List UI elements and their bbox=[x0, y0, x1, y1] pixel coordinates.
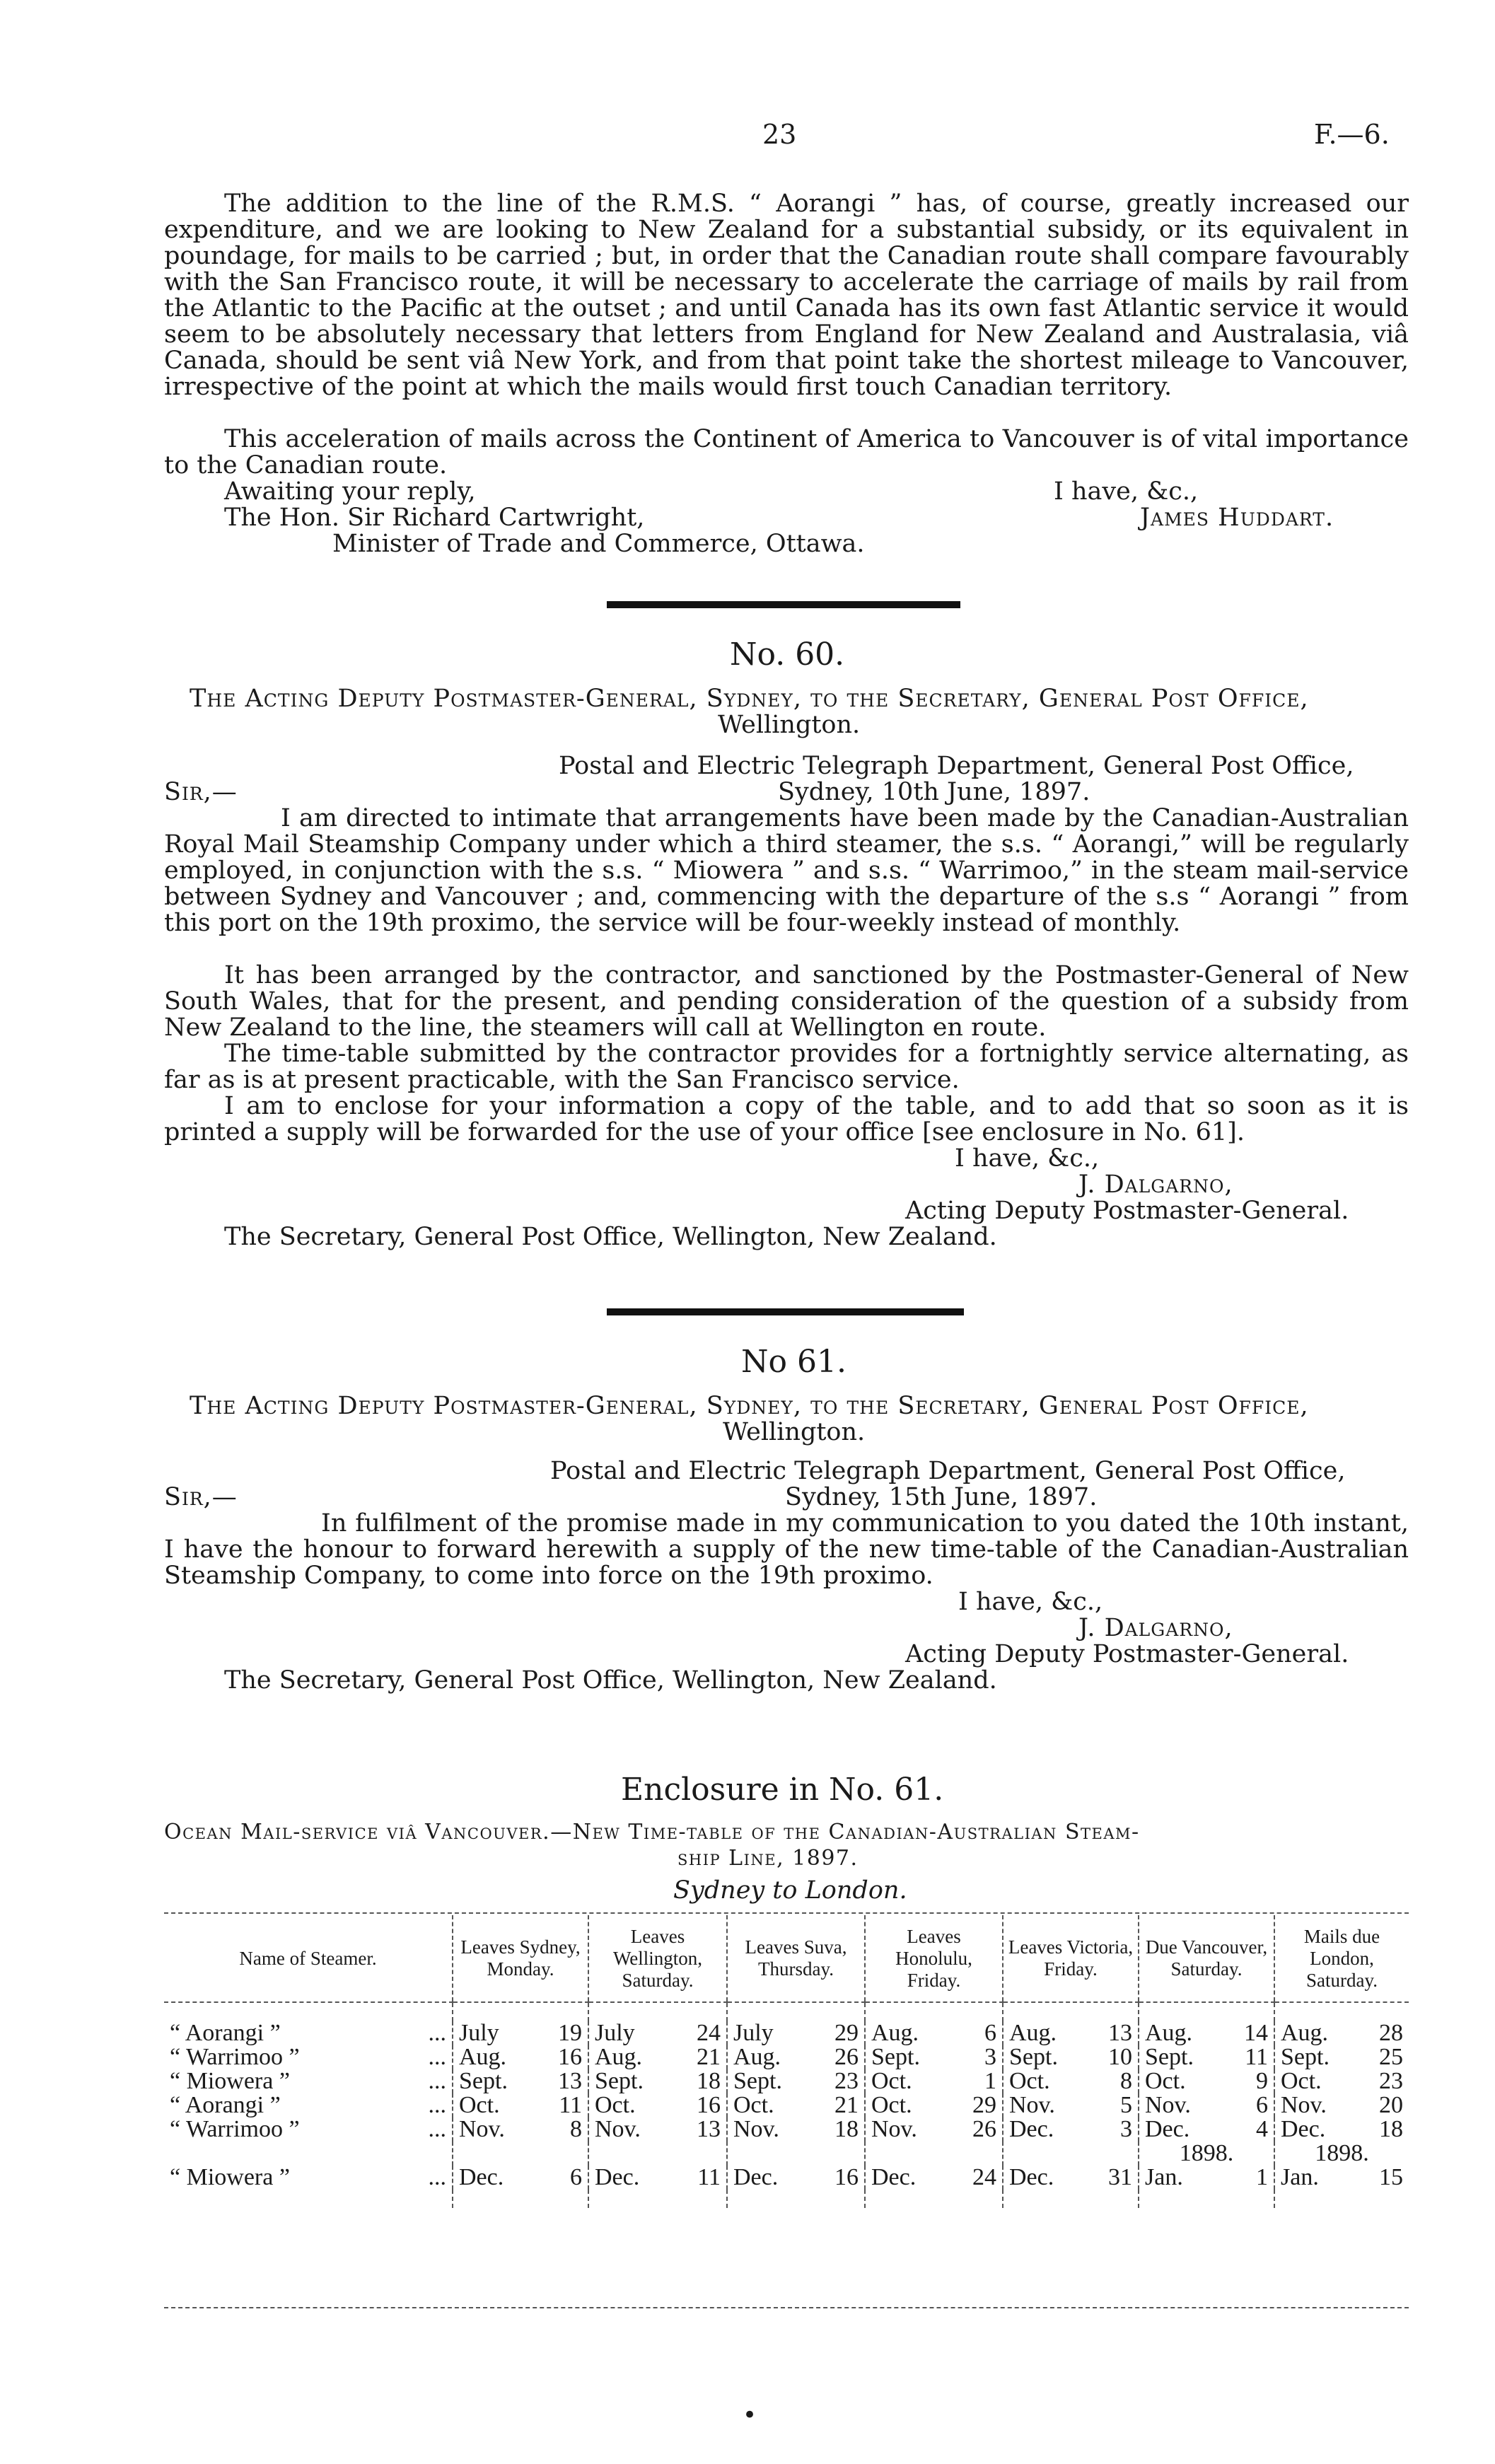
section-divider bbox=[607, 1308, 964, 1315]
month: July bbox=[459, 2020, 499, 2046]
date-cell-suva bbox=[727, 2021, 865, 2045]
column-header: Mails due London, Saturday. bbox=[1274, 1915, 1409, 2002]
month: Dec. bbox=[1009, 2164, 1054, 2190]
date-cell-sydney bbox=[453, 2045, 588, 2069]
month: Dec. bbox=[1009, 2116, 1054, 2142]
empty-cell bbox=[727, 2142, 865, 2166]
no60-paragraph-3: The time-table submitted by the contractor provides for a fortnightly service alternating, as far as is at present practicable, with the San Francisco service. bbox=[164, 1040, 1409, 1094]
addressee-title: Minister of Trade and Commerce, Ottawa. bbox=[332, 530, 865, 558]
leader-dots: ... bbox=[428, 2044, 446, 2070]
steamer-name: “ Miowera ” bbox=[170, 2068, 290, 2094]
day: 11 bbox=[1245, 2044, 1268, 2070]
date-cell-london bbox=[1274, 2117, 1409, 2142]
day: 29 bbox=[972, 2092, 996, 2118]
day: 3 bbox=[1120, 2116, 1132, 2142]
day: 1 bbox=[1256, 2164, 1268, 2190]
enclosure-route: Sydney to London. bbox=[673, 1876, 907, 1905]
leader-dots: ... bbox=[428, 2116, 446, 2142]
steamer-name: “ Warrimoo ” bbox=[170, 2116, 300, 2142]
day: 3 bbox=[984, 2044, 996, 2070]
month: Sept. bbox=[595, 2068, 644, 2094]
date-cell-vancouver bbox=[1139, 2045, 1274, 2069]
date-cell-victoria bbox=[1003, 2093, 1139, 2117]
no61-salutation: Sir,— bbox=[164, 1483, 238, 1511]
steamer-cell bbox=[164, 2069, 453, 2093]
date-cell-wellington bbox=[588, 2117, 727, 2142]
date-cell-london bbox=[1274, 2069, 1409, 2093]
day: 6 bbox=[1256, 2092, 1268, 2118]
day: 13 bbox=[1108, 2020, 1132, 2046]
day: 19 bbox=[558, 2020, 582, 2046]
month: Oct. bbox=[871, 2068, 912, 2094]
no60-paragraph-1: I am directed to intimate that arrangements have been made by the Canadian-Australian Royal Mail Steamship Company under which a third steamer, the s.s. “ Aorangi,” will be regularly employed, in conjunction with the s.s. “ Miowera ” and s.s. “ Warrimoo,” in the steam mail-service between Sydney and Vancouver ; and, commencing with the departure of the s.s “ Aorangi ” from this port on the 19th proximo, the service will be four-weekly instead of monthly. bbox=[164, 804, 1409, 937]
month: Dec. bbox=[459, 2164, 504, 2190]
date-cell-suva bbox=[727, 2117, 865, 2142]
table-top-rule bbox=[164, 1912, 1409, 1914]
year-cell: 1898. bbox=[1274, 2142, 1409, 2166]
date-cell-honolulu bbox=[865, 2166, 1003, 2190]
section-title-no60: No. 60. bbox=[730, 637, 845, 673]
steamer-cell bbox=[164, 2117, 453, 2142]
column-header: Due Vancouver, Saturday. bbox=[1139, 1915, 1274, 2002]
year-row bbox=[164, 2142, 1409, 2166]
day: 13 bbox=[697, 2116, 721, 2142]
month: Nov. bbox=[1009, 2092, 1055, 2118]
month: Dec. bbox=[595, 2164, 640, 2190]
no60-signature: J. Dalgarno, bbox=[1078, 1170, 1233, 1199]
empty-cell bbox=[865, 2142, 1003, 2166]
date-cell-wellington bbox=[588, 2166, 727, 2190]
day: 25 bbox=[1379, 2044, 1403, 2070]
day: 8 bbox=[570, 2116, 582, 2142]
month: Sept. bbox=[1281, 2044, 1330, 2070]
month: July bbox=[595, 2020, 635, 2046]
day: 26 bbox=[834, 2044, 859, 2070]
day: 23 bbox=[1379, 2068, 1403, 2094]
month: Nov. bbox=[871, 2116, 917, 2142]
date-cell-victoria bbox=[1003, 2021, 1139, 2045]
table-header-row bbox=[164, 1915, 1409, 2002]
date-cell-sydney bbox=[453, 2093, 588, 2117]
date-cell-honolulu bbox=[865, 2117, 1003, 2142]
table-row bbox=[164, 2069, 1409, 2093]
day: 8 bbox=[1120, 2068, 1132, 2094]
no60-subject-line-1: The Acting Deputy Postmaster-General, Sydney, to the Secretary, General Post Office, bbox=[190, 685, 1309, 713]
day: 6 bbox=[984, 2020, 996, 2046]
date-cell-vancouver bbox=[1139, 2021, 1274, 2045]
date-cell-honolulu bbox=[865, 2045, 1003, 2069]
day: 16 bbox=[558, 2044, 582, 2070]
month: Oct. bbox=[733, 2092, 774, 2118]
date-cell-vancouver bbox=[1139, 2117, 1274, 2142]
day: 5 bbox=[1120, 2092, 1132, 2118]
date-cell-suva bbox=[727, 2069, 865, 2093]
day: 28 bbox=[1379, 2020, 1403, 2046]
day: 21 bbox=[697, 2044, 721, 2070]
column-header: Leaves Victoria, Friday. bbox=[1003, 1915, 1139, 2002]
month: Aug. bbox=[1009, 2020, 1057, 2046]
month: Sept. bbox=[459, 2068, 508, 2094]
month: Oct. bbox=[1009, 2068, 1050, 2094]
no60-salutation: Sir,— bbox=[164, 778, 238, 806]
no61-signature: J. Dalgarno, bbox=[1078, 1614, 1233, 1642]
letter-paragraph-2: This acceleration of mails across the Continent of America to Vancouver is of vital importance to the Canadian route. bbox=[164, 425, 1409, 480]
date-cell-sydney bbox=[453, 2117, 588, 2142]
no60-signature-title: Acting Deputy Postmaster-General. bbox=[905, 1197, 1349, 1225]
steamer-cell bbox=[164, 2166, 453, 2190]
no61-subject-line-2: Wellington. bbox=[723, 1418, 866, 1446]
column-header: Name of Steamer. bbox=[164, 1915, 453, 2002]
leader-dots: ... bbox=[428, 2092, 446, 2118]
date-cell-vancouver bbox=[1139, 2069, 1274, 2093]
month: Nov. bbox=[733, 2116, 779, 2142]
month: Nov. bbox=[459, 2116, 505, 2142]
section-divider bbox=[607, 601, 960, 608]
no60-subject-line-2: Wellington. bbox=[718, 711, 861, 739]
date-cell-london bbox=[1274, 2021, 1409, 2045]
day: 23 bbox=[834, 2068, 859, 2094]
month: Nov. bbox=[595, 2116, 641, 2142]
month: Oct. bbox=[595, 2092, 636, 2118]
enclosure-subtitle-line-1: Ocean Mail-service viâ Vancouver.—New Time-table of the Canadian-Australian Steam- bbox=[164, 1820, 1140, 1844]
no61-paragraph-1: In fulfilment of the promise made in my communication to you dated the 10th instant, I have the honour to forward herewith a supply of the new time-table of the Canadian-Australian Steamship Company, to come into force on the 19th proximo. bbox=[164, 1509, 1409, 1590]
day: 18 bbox=[1379, 2116, 1403, 2142]
steamer-name: “ Aorangi ” bbox=[170, 2092, 281, 2118]
day: 1 bbox=[984, 2068, 996, 2094]
year-cell: 1898. bbox=[1139, 2142, 1274, 2166]
footer-mark: • bbox=[743, 2401, 757, 2429]
date-cell-wellington bbox=[588, 2045, 727, 2069]
month: Oct. bbox=[1145, 2068, 1186, 2094]
month: Sept. bbox=[1145, 2044, 1194, 2070]
table-row bbox=[164, 2021, 1409, 2045]
month: Aug. bbox=[871, 2020, 919, 2046]
leader-dots: ... bbox=[428, 2164, 446, 2190]
day: 15 bbox=[1379, 2164, 1403, 2190]
day: 4 bbox=[1256, 2116, 1268, 2142]
no60-paragraph-2: It has been arranged by the contractor, and sanctioned by the Postmaster-General of New South Wales, that for the present, and pending consideration of the question of a subsidy from New Zealand to the line, the steamers will call at Wellington en route. bbox=[164, 961, 1409, 1042]
date-cell-london bbox=[1274, 2093, 1409, 2117]
month: Aug. bbox=[733, 2044, 781, 2070]
steamer-name: “ Aorangi ” bbox=[170, 2020, 281, 2046]
month: Sept. bbox=[733, 2068, 782, 2094]
day: 18 bbox=[834, 2116, 859, 2142]
date-cell-honolulu bbox=[865, 2093, 1003, 2117]
column-header: Leaves Suva, Thursday. bbox=[727, 1915, 865, 2002]
steamer-name: “ Miowera ” bbox=[170, 2164, 290, 2190]
steamer-cell bbox=[164, 2021, 453, 2045]
steamer-cell bbox=[164, 2093, 453, 2117]
day: 10 bbox=[1108, 2044, 1132, 2070]
day: 11 bbox=[697, 2164, 721, 2190]
date-cell-wellington bbox=[588, 2093, 727, 2117]
day: 6 bbox=[570, 2164, 582, 2190]
day: 26 bbox=[972, 2116, 996, 2142]
leader-dots: ... bbox=[428, 2020, 446, 2046]
month: Dec. bbox=[1281, 2116, 1326, 2142]
month: Nov. bbox=[1281, 2092, 1327, 2118]
enclosure-subtitle-line-2: ship Line, 1897. bbox=[677, 1846, 859, 1871]
day: 18 bbox=[697, 2068, 721, 2094]
document-reference: F.—6. bbox=[1314, 119, 1390, 150]
no61-addressee: The Secretary, General Post Office, Wellington, New Zealand. bbox=[224, 1666, 997, 1695]
column-header: Leaves Honolulu, Friday. bbox=[865, 1915, 1003, 2002]
section-title-no61: No 61. bbox=[741, 1344, 847, 1380]
addressee: The Hon. Sir Richard Cartwright, bbox=[224, 504, 645, 532]
day: 20 bbox=[1379, 2092, 1403, 2118]
timetable bbox=[164, 1915, 1409, 2208]
column-header: Leaves Wellington, Saturday. bbox=[588, 1915, 727, 2002]
month: Dec. bbox=[1145, 2116, 1190, 2142]
no61-date: Sydney, 15th June, 1897. bbox=[785, 1483, 1098, 1511]
date-cell-honolulu bbox=[865, 2069, 1003, 2093]
month: Aug. bbox=[595, 2044, 643, 2070]
month: Aug. bbox=[1281, 2020, 1329, 2046]
date-cell-honolulu bbox=[865, 2021, 1003, 2045]
month: Jan. bbox=[1145, 2164, 1183, 2190]
date-cell-suva bbox=[727, 2045, 865, 2069]
enclosure-title: Enclosure in No. 61. bbox=[621, 1772, 944, 1808]
month: Jan. bbox=[1281, 2164, 1319, 2190]
no61-subject-line-1: The Acting Deputy Postmaster-General, Sydney, to the Secretary, General Post Office, bbox=[190, 1392, 1309, 1420]
day: 31 bbox=[1108, 2164, 1132, 2190]
day: 29 bbox=[834, 2020, 859, 2046]
steamer-cell bbox=[164, 2045, 453, 2069]
no60-paragraph-4: I am to enclose for your information a copy of the table, and to add that so soon as it is printed a supply will be forwarded for the use of your office [see enclosure in No. 61]. bbox=[164, 1092, 1409, 1146]
date-cell-london bbox=[1274, 2045, 1409, 2069]
date-cell-victoria bbox=[1003, 2117, 1139, 2142]
leader-dots: ... bbox=[428, 2068, 446, 2094]
day: 11 bbox=[559, 2092, 582, 2118]
closing-left: Awaiting your reply, bbox=[224, 477, 476, 506]
date-cell-wellington bbox=[588, 2021, 727, 2045]
table-bottom-rule bbox=[164, 2307, 1409, 2308]
table-row bbox=[164, 2117, 1409, 2142]
no61-signature-title: Acting Deputy Postmaster-General. bbox=[905, 1640, 1349, 1668]
day: 16 bbox=[697, 2092, 721, 2118]
day: 9 bbox=[1256, 2068, 1268, 2094]
column-header: Leaves Sydney, Monday. bbox=[453, 1915, 588, 2002]
empty-cell bbox=[1003, 2142, 1139, 2166]
day: 16 bbox=[834, 2164, 859, 2190]
no60-date: Sydney, 10th June, 1897. bbox=[778, 778, 1090, 806]
empty-cell bbox=[164, 2142, 453, 2166]
day: 24 bbox=[972, 2164, 996, 2190]
day: 21 bbox=[834, 2092, 859, 2118]
date-cell-victoria bbox=[1003, 2166, 1139, 2190]
month: Nov. bbox=[1145, 2092, 1191, 2118]
month: Sept. bbox=[1009, 2044, 1058, 2070]
date-cell-vancouver bbox=[1139, 2166, 1274, 2190]
table-row bbox=[164, 2093, 1409, 2117]
empty-cell bbox=[453, 2142, 588, 2166]
date-cell-suva bbox=[727, 2093, 865, 2117]
month: Oct. bbox=[1281, 2068, 1322, 2094]
date-cell-victoria bbox=[1003, 2069, 1139, 2093]
table-row bbox=[164, 2166, 1409, 2190]
day: 24 bbox=[697, 2020, 721, 2046]
no61-dept: Postal and Electric Telegraph Department, General Post Office, bbox=[550, 1457, 1346, 1485]
empty-cell bbox=[588, 2142, 727, 2166]
no60-addressee: The Secretary, General Post Office, Wellington, New Zealand. bbox=[224, 1223, 997, 1251]
date-cell-london bbox=[1274, 2166, 1409, 2190]
date-cell-sydney bbox=[453, 2021, 588, 2045]
day: 14 bbox=[1244, 2020, 1268, 2046]
date-cell-wellington bbox=[588, 2069, 727, 2093]
steamer-name: “ Warrimoo ” bbox=[170, 2044, 300, 2070]
no61-closing: I have, &c., bbox=[958, 1588, 1103, 1616]
month: Oct. bbox=[871, 2092, 912, 2118]
month: Sept. bbox=[871, 2044, 920, 2070]
no60-closing: I have, &c., bbox=[955, 1144, 1100, 1173]
closing-right: I have, &c., bbox=[1054, 477, 1199, 506]
month: Dec. bbox=[733, 2164, 779, 2190]
signature: James Huddart. bbox=[1140, 504, 1334, 532]
no60-dept: Postal and Electric Telegraph Department, General Post Office, bbox=[559, 752, 1354, 780]
table-row bbox=[164, 2045, 1409, 2069]
month: Aug. bbox=[1145, 2020, 1193, 2046]
month: Oct. bbox=[459, 2092, 500, 2118]
date-cell-vancouver bbox=[1139, 2093, 1274, 2117]
date-cell-sydney bbox=[453, 2166, 588, 2190]
day: 13 bbox=[558, 2068, 582, 2094]
month: Aug. bbox=[459, 2044, 507, 2070]
letter-paragraph-1: The addition to the line of the R.M.S. “ Aorangi ” has, of course, greatly increased our expenditure, and we are looking to New Zealand for a substantial subsidy, or its equivalent in poundage, for mails to be carried ; but, in order that the Canadian route shall compare favourably with the San Francisco route, it will be necessary to accelerate the carriage of mails by rail from the Atlantic to the Pacific at the outset ; and until Canada has its own fast Atlantic service it would seem to be absolutely necessary that letters from England for New Zealand and Australasia, viâ Canada, should be sent viâ New York, and from that point take the shortest mileage to Vancouver, irrespective of the point at which the mails would first touch Canadian territory. bbox=[164, 190, 1409, 401]
page-number: 23 bbox=[762, 119, 797, 150]
month: Dec. bbox=[871, 2164, 917, 2190]
date-cell-victoria bbox=[1003, 2045, 1139, 2069]
date-cell-suva bbox=[727, 2166, 865, 2190]
month: July bbox=[733, 2020, 774, 2046]
date-cell-sydney bbox=[453, 2069, 588, 2093]
